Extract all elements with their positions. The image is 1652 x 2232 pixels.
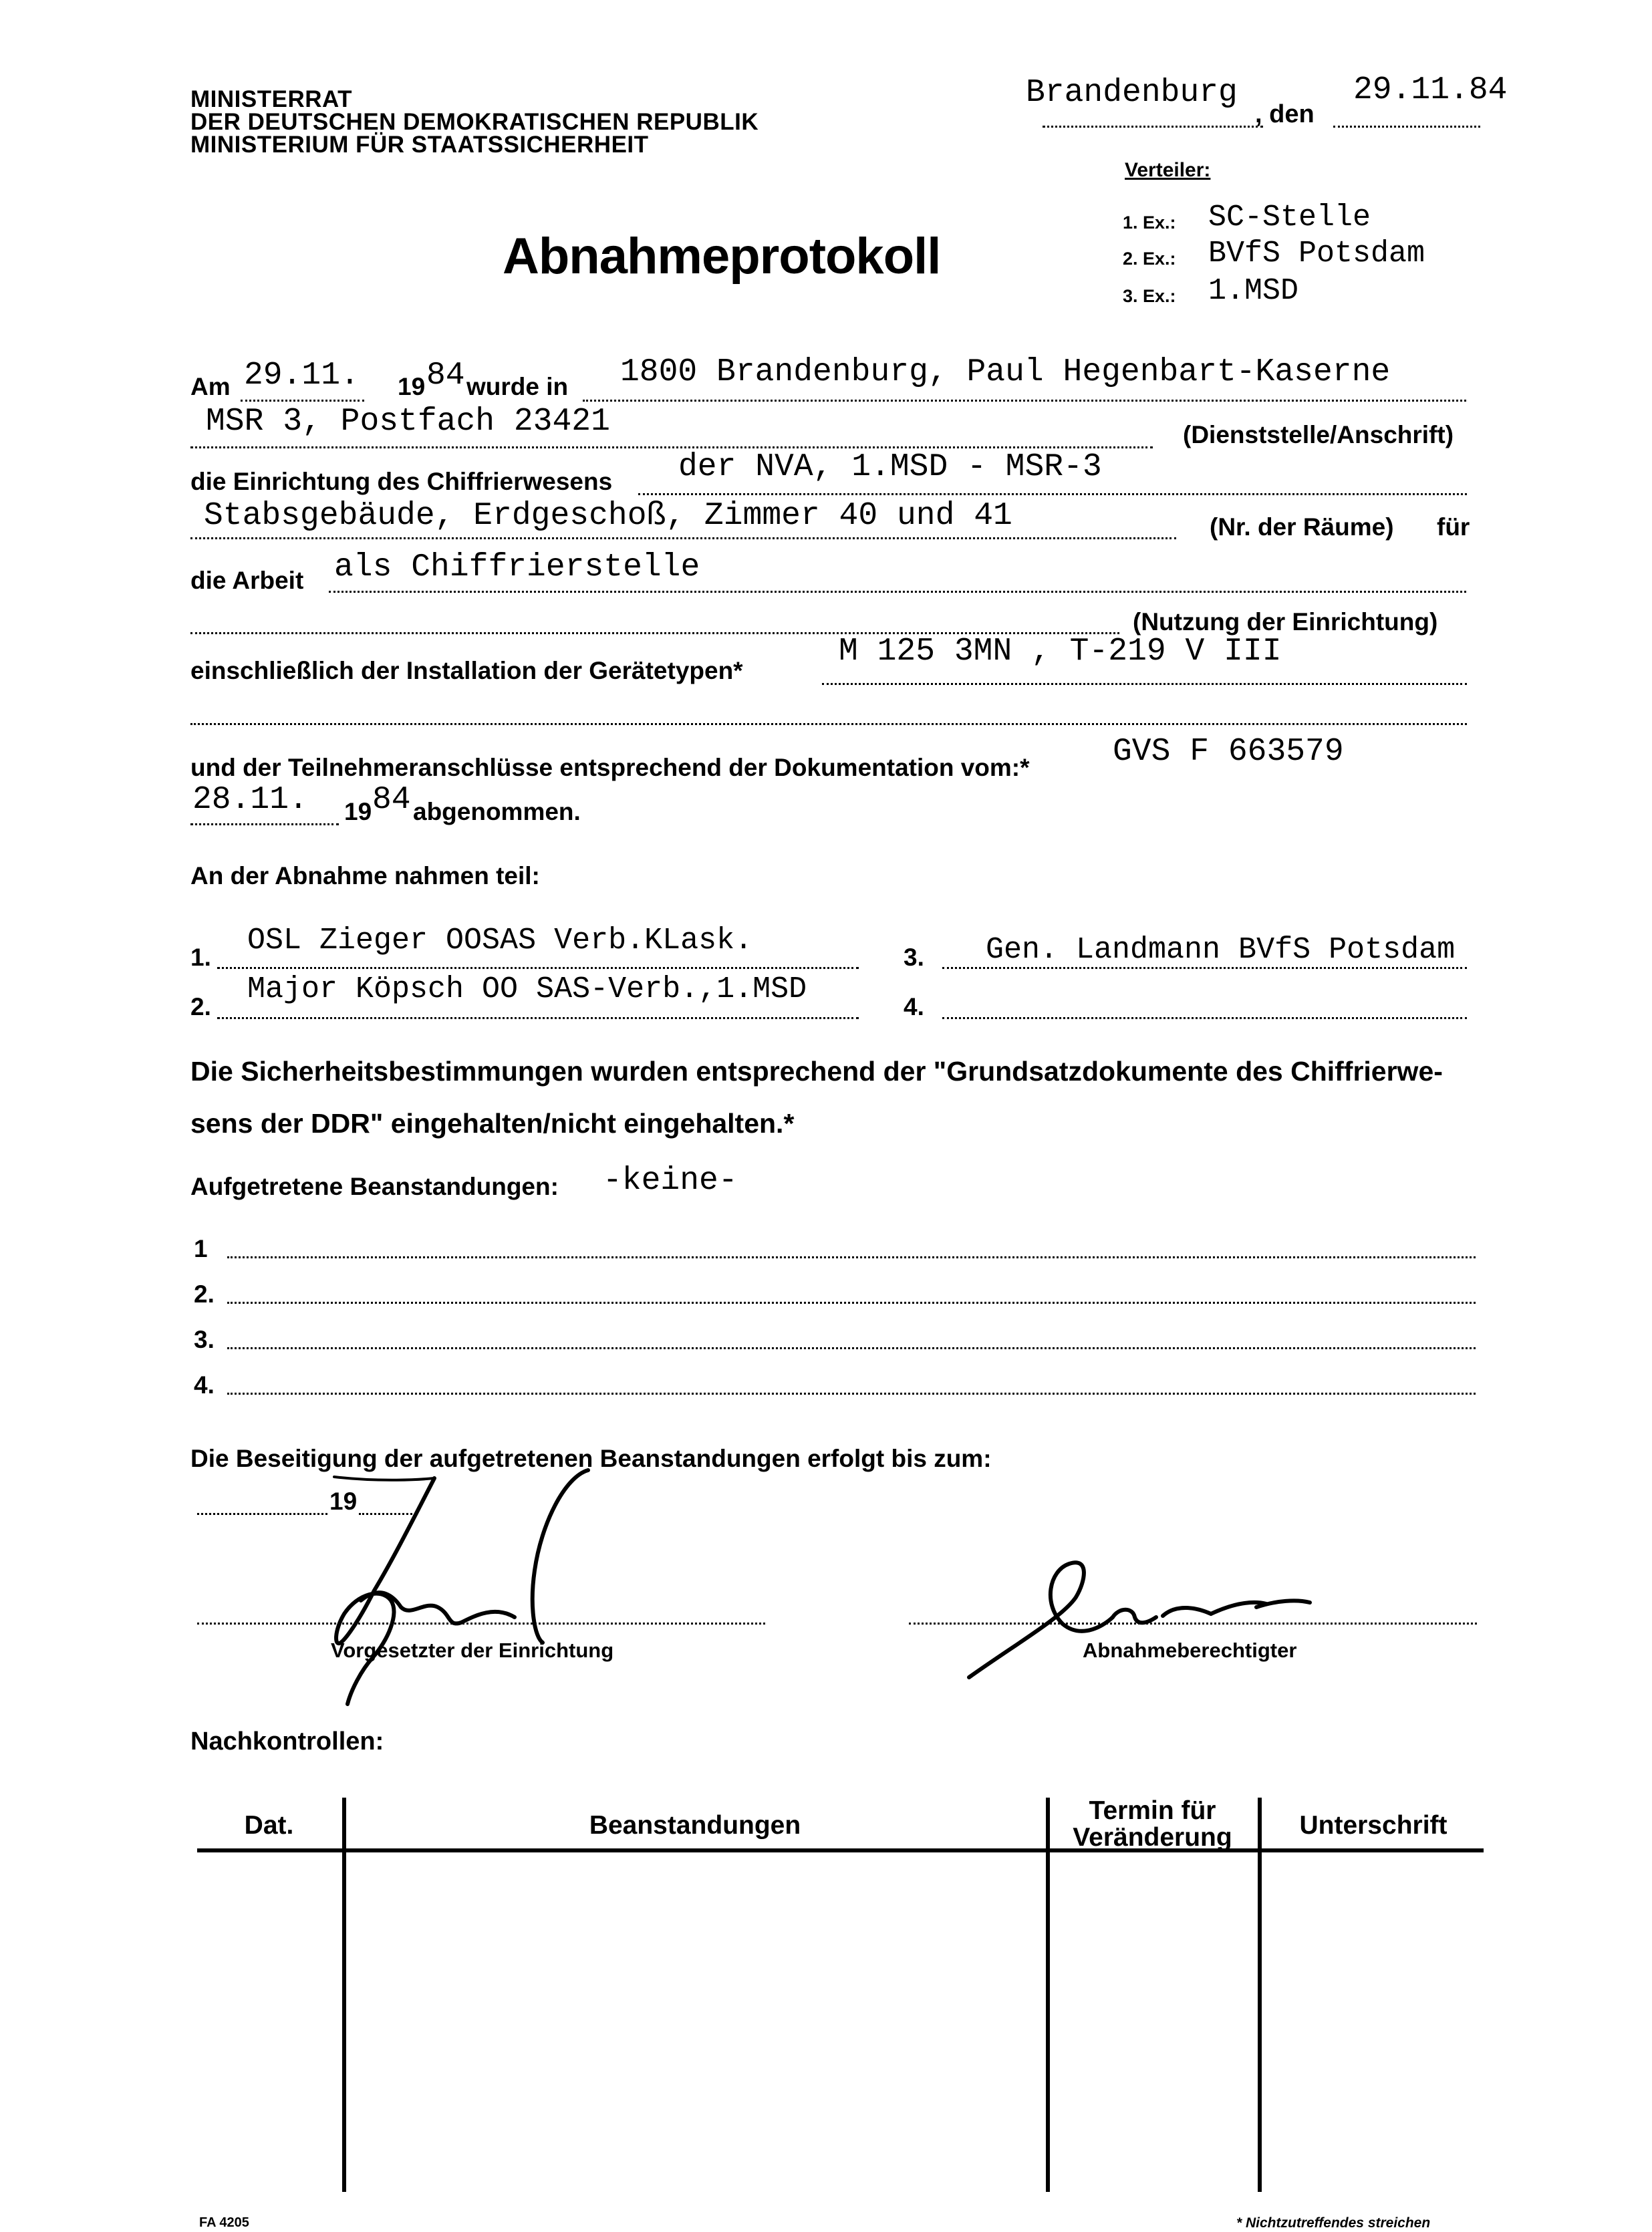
- am-label: Am: [190, 373, 231, 400]
- beanstandung-row-3-num: 3.: [194, 1326, 215, 1353]
- raeume-value: Stabsgebäude, Erdgeschoß, Zimmer 40 und 41: [204, 498, 1012, 534]
- verteiler-heading: Verteiler:: [1125, 159, 1211, 181]
- org-line-2: DER DEUTSCHEN DEMOKRATISCHEN REPUBLIK: [190, 109, 759, 135]
- installation-label: einschließlich der Installation der Gerätetypen*: [190, 657, 743, 684]
- org-line-3: MINISTERIUM FÜR STAATSSICHERHEIT: [190, 132, 649, 158]
- arbeit-value: als Chiffrierstelle: [334, 549, 700, 585]
- einrichtung-value: der NVA, 1.MSD - MSR-3: [678, 449, 1102, 485]
- participant-2-num: 2.: [190, 993, 211, 1020]
- column-header-termin: Termin für Veränderung: [1073, 1796, 1232, 1852]
- beanstandung-row-2-num: 2.: [194, 1280, 215, 1308]
- wurde-in-label: wurde in: [466, 373, 569, 400]
- geraete-value: M 125 3MN , T-219 V III: [839, 634, 1282, 670]
- inspector-label: Abnahmeberechtigter: [1083, 1639, 1297, 1662]
- copy-2-label: 2. Ex.:: [1123, 249, 1176, 269]
- participant-1-name: OSL Zieger OOSAS Verb.KLask.: [247, 924, 753, 958]
- address-line-2: MSR 3, Postfach 23421: [206, 404, 610, 440]
- footer-note: * Nichtzutreffendes streichen: [1236, 2215, 1431, 2231]
- am-year: 84: [426, 358, 465, 394]
- nutzung-label: (Nutzung der Einrichtung): [1133, 608, 1438, 636]
- copy-3-label: 3. Ex.:: [1123, 286, 1176, 306]
- sicherheit-line-1: Die Sicherheitsbestimmungen wurden entsprechend der "Grundsatzdokumente des Chiffrierwe-: [190, 1056, 1443, 1087]
- dok-year: 84: [372, 782, 411, 818]
- participant-3-name: Gen. Landmann BVfS Potsdam: [986, 933, 1456, 967]
- am-day: 29.11.: [244, 358, 360, 394]
- participant-2-name: Major Köpsch OO SAS-Verb.,1.MSD: [247, 972, 807, 1006]
- page-title: Abnahmeprotokoll: [503, 228, 941, 285]
- teilnehmer-heading: An der Abnahme nahmen teil:: [190, 862, 540, 889]
- copy-2-value: BVfS Potsdam: [1208, 237, 1425, 271]
- abgenommen-label: abgenommen.: [413, 798, 581, 825]
- nachkontrollen-heading: Nachkontrollen:: [190, 1727, 384, 1756]
- inspector-signature: [962, 1544, 1337, 1691]
- column-header-dat: Dat.: [244, 1811, 294, 1840]
- participant-4-num: 4.: [904, 993, 924, 1020]
- dok-day: 28.11.: [192, 782, 308, 818]
- raeume-label: (Nr. der Räume): [1210, 513, 1394, 541]
- year-prefix: 19: [398, 373, 426, 400]
- dienststelle-label: (Dienststelle/Anschrift): [1183, 421, 1454, 448]
- beanstandung-row-4-num: 4.: [194, 1371, 215, 1399]
- beanstandung-row-1-num: 1: [194, 1235, 208, 1262]
- beanstandungen-label: Aufgetretene Beanstandungen:: [190, 1173, 559, 1200]
- copy-1-label: 1. Ex.:: [1123, 213, 1176, 233]
- dok-year-prefix: 19: [344, 798, 372, 825]
- copy-3-value: 1.MSD: [1208, 274, 1299, 308]
- fuer-label: für: [1437, 513, 1470, 541]
- document-date: 29.11.84: [1353, 72, 1508, 108]
- beseitigung-label: Die Beseitigung der aufgetretenen Beanstandungen erfolgt bis zum:: [190, 1445, 992, 1472]
- arbeit-label: die Arbeit: [190, 567, 304, 594]
- form-code: FA 4205: [199, 2215, 249, 2230]
- den-label: , den: [1255, 100, 1315, 128]
- supervisor-label: Vorgesetzter der Einrichtung: [331, 1639, 614, 1662]
- org-line-1: MINISTERRAT: [190, 86, 353, 112]
- copy-1-value: SC-Stelle: [1208, 200, 1371, 235]
- column-header-unterschrift: Unterschrift: [1299, 1811, 1448, 1840]
- place-value: Brandenburg: [1026, 75, 1238, 111]
- beseitigung-year-prefix: 19: [329, 1488, 358, 1515]
- participant-1-num: 1.: [190, 944, 211, 971]
- sicherheit-line-2: sens der DDR" eingehalten/nicht eingehalten.*: [190, 1108, 795, 1139]
- dok-value: GVS F 663579: [1113, 734, 1344, 770]
- address-line-1: 1800 Brandenburg, Paul Hegenbart-Kaserne: [620, 354, 1391, 390]
- einrichtung-label: die Einrichtung des Chiffrierwesens: [190, 468, 613, 495]
- teilnehmer-label: und der Teilnehmeranschlüsse entsprechend der Dokumentation vom:*: [190, 754, 1030, 781]
- participant-3-num: 3.: [904, 944, 924, 971]
- beanstandungen-value: -keine-: [603, 1163, 738, 1199]
- column-header-beanstandungen: Beanstandungen: [589, 1811, 801, 1840]
- supervisor-signature: [294, 1463, 601, 1711]
